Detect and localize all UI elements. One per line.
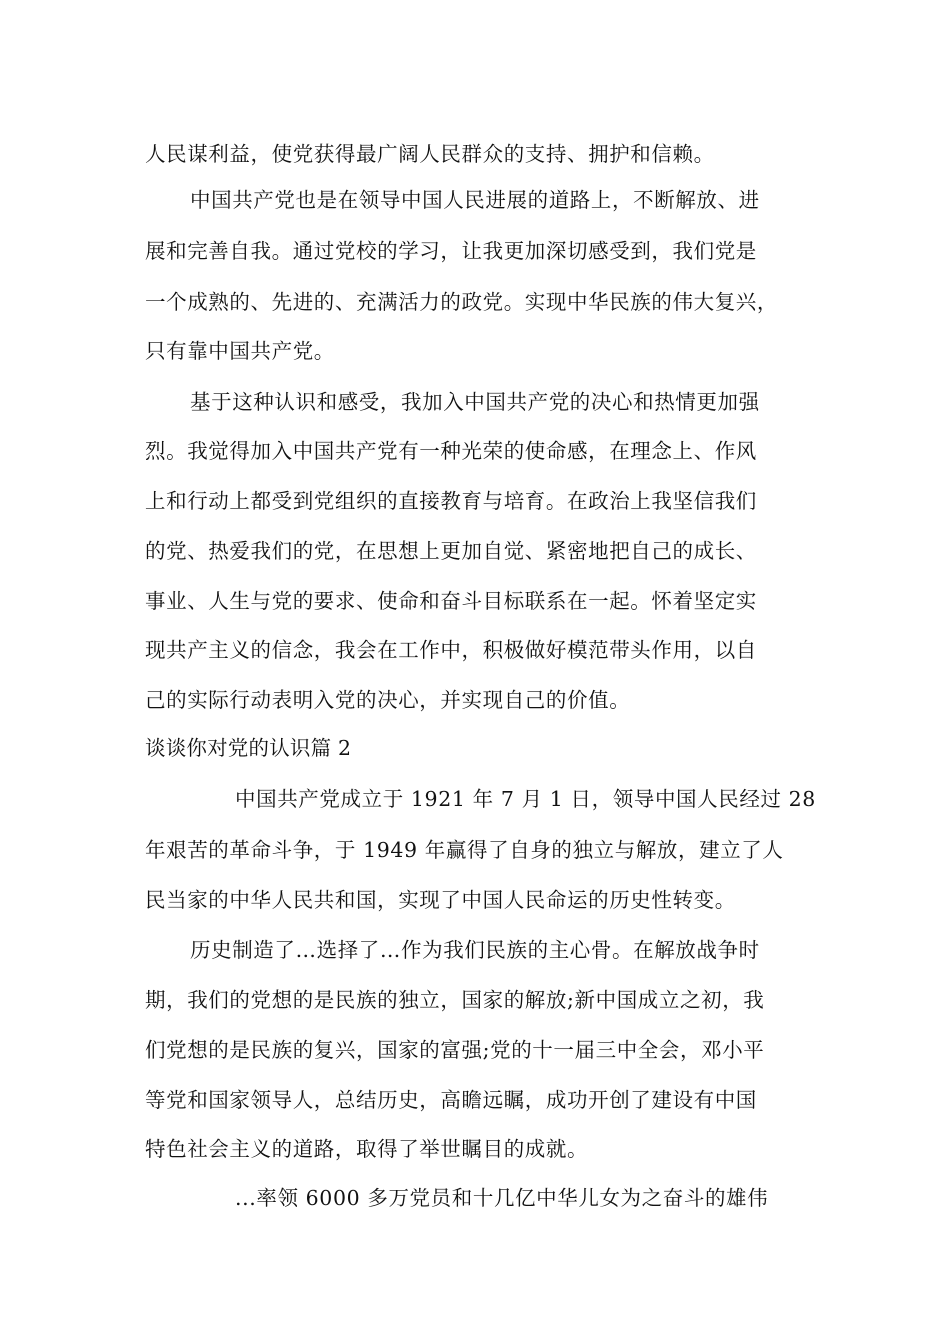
text-line: 期，我们的党想的是民族的独立，国家的解放;新中国成立之初，我 xyxy=(145,988,765,1012)
text-line: 人民谋利益，使党获得最广阔人民群众的支持、拥护和信赖。 xyxy=(145,142,715,166)
text-line: 们党想的是民族的复兴，国家的富强;党的十一届三中全会，邓小平 xyxy=(145,1038,765,1062)
section-heading: 谈谈你对党的认识篇 2 xyxy=(145,736,352,760)
text-line: 己的实际行动表明入党的决心，并实现自己的价值。 xyxy=(145,688,631,712)
text-line: 烈。我觉得加入中国共产党有一种光荣的使命感，在理念上、作风 xyxy=(145,439,757,463)
text-line: 现共产主义的信念，我会在工作中，积极做好模范带头作用，以自 xyxy=(145,638,757,662)
text-line: 一个成熟的、先进的、充满活力的政党。实现中华民族的伟大复兴， xyxy=(145,290,778,314)
text-line: 上和行动上都受到党组织的直接教育与培育。在政治上我坚信我们 xyxy=(145,489,757,513)
text-line: 特色社会主义的道路，取得了举世瞩目的成就。 xyxy=(145,1137,589,1161)
text-line: 只有靠中国共产党。 xyxy=(145,339,335,363)
text-line: 事业、人生与党的要求、使命和奋斗目标联系在一起。怀着坚定实 xyxy=(145,589,757,613)
text-line: 年艰苦的革命斗争，于 1949 年赢得了自身的独立与解放，建立了人 xyxy=(145,838,784,862)
text-line: 的党、热爱我们的党，在思想上更加自觉、紧密地把自己的成长、 xyxy=(145,539,757,563)
text-line: ...率领 6000 多万党员和十几亿中华儿女为之奋斗的雄伟 xyxy=(235,1186,769,1210)
text-line: 中国共产党也是在领导中国人民进展的道路上，不断解放、进 xyxy=(190,188,760,212)
text-line: 中国共产党成立于 1921 年 7 月 1 日，领导中国人民经过 28 xyxy=(235,787,816,811)
text-line: 民当家的中华人民共和国，实现了中国人民命运的历史性转变。 xyxy=(145,888,736,912)
text-line: 历史制造了…选择了…作为我们民族的主心骨。在解放战争时 xyxy=(190,938,760,962)
text-line: 等党和国家领导人，总结历史，高瞻远瞩，成功开创了建设有中国 xyxy=(145,1088,757,1112)
text-line: 展和完善自我。通过党校的学习，让我更加深切感受到，我们党是 xyxy=(145,239,757,263)
text-line: 基于这种认识和感受，我加入中国共产党的决心和热情更加强 xyxy=(190,390,760,414)
